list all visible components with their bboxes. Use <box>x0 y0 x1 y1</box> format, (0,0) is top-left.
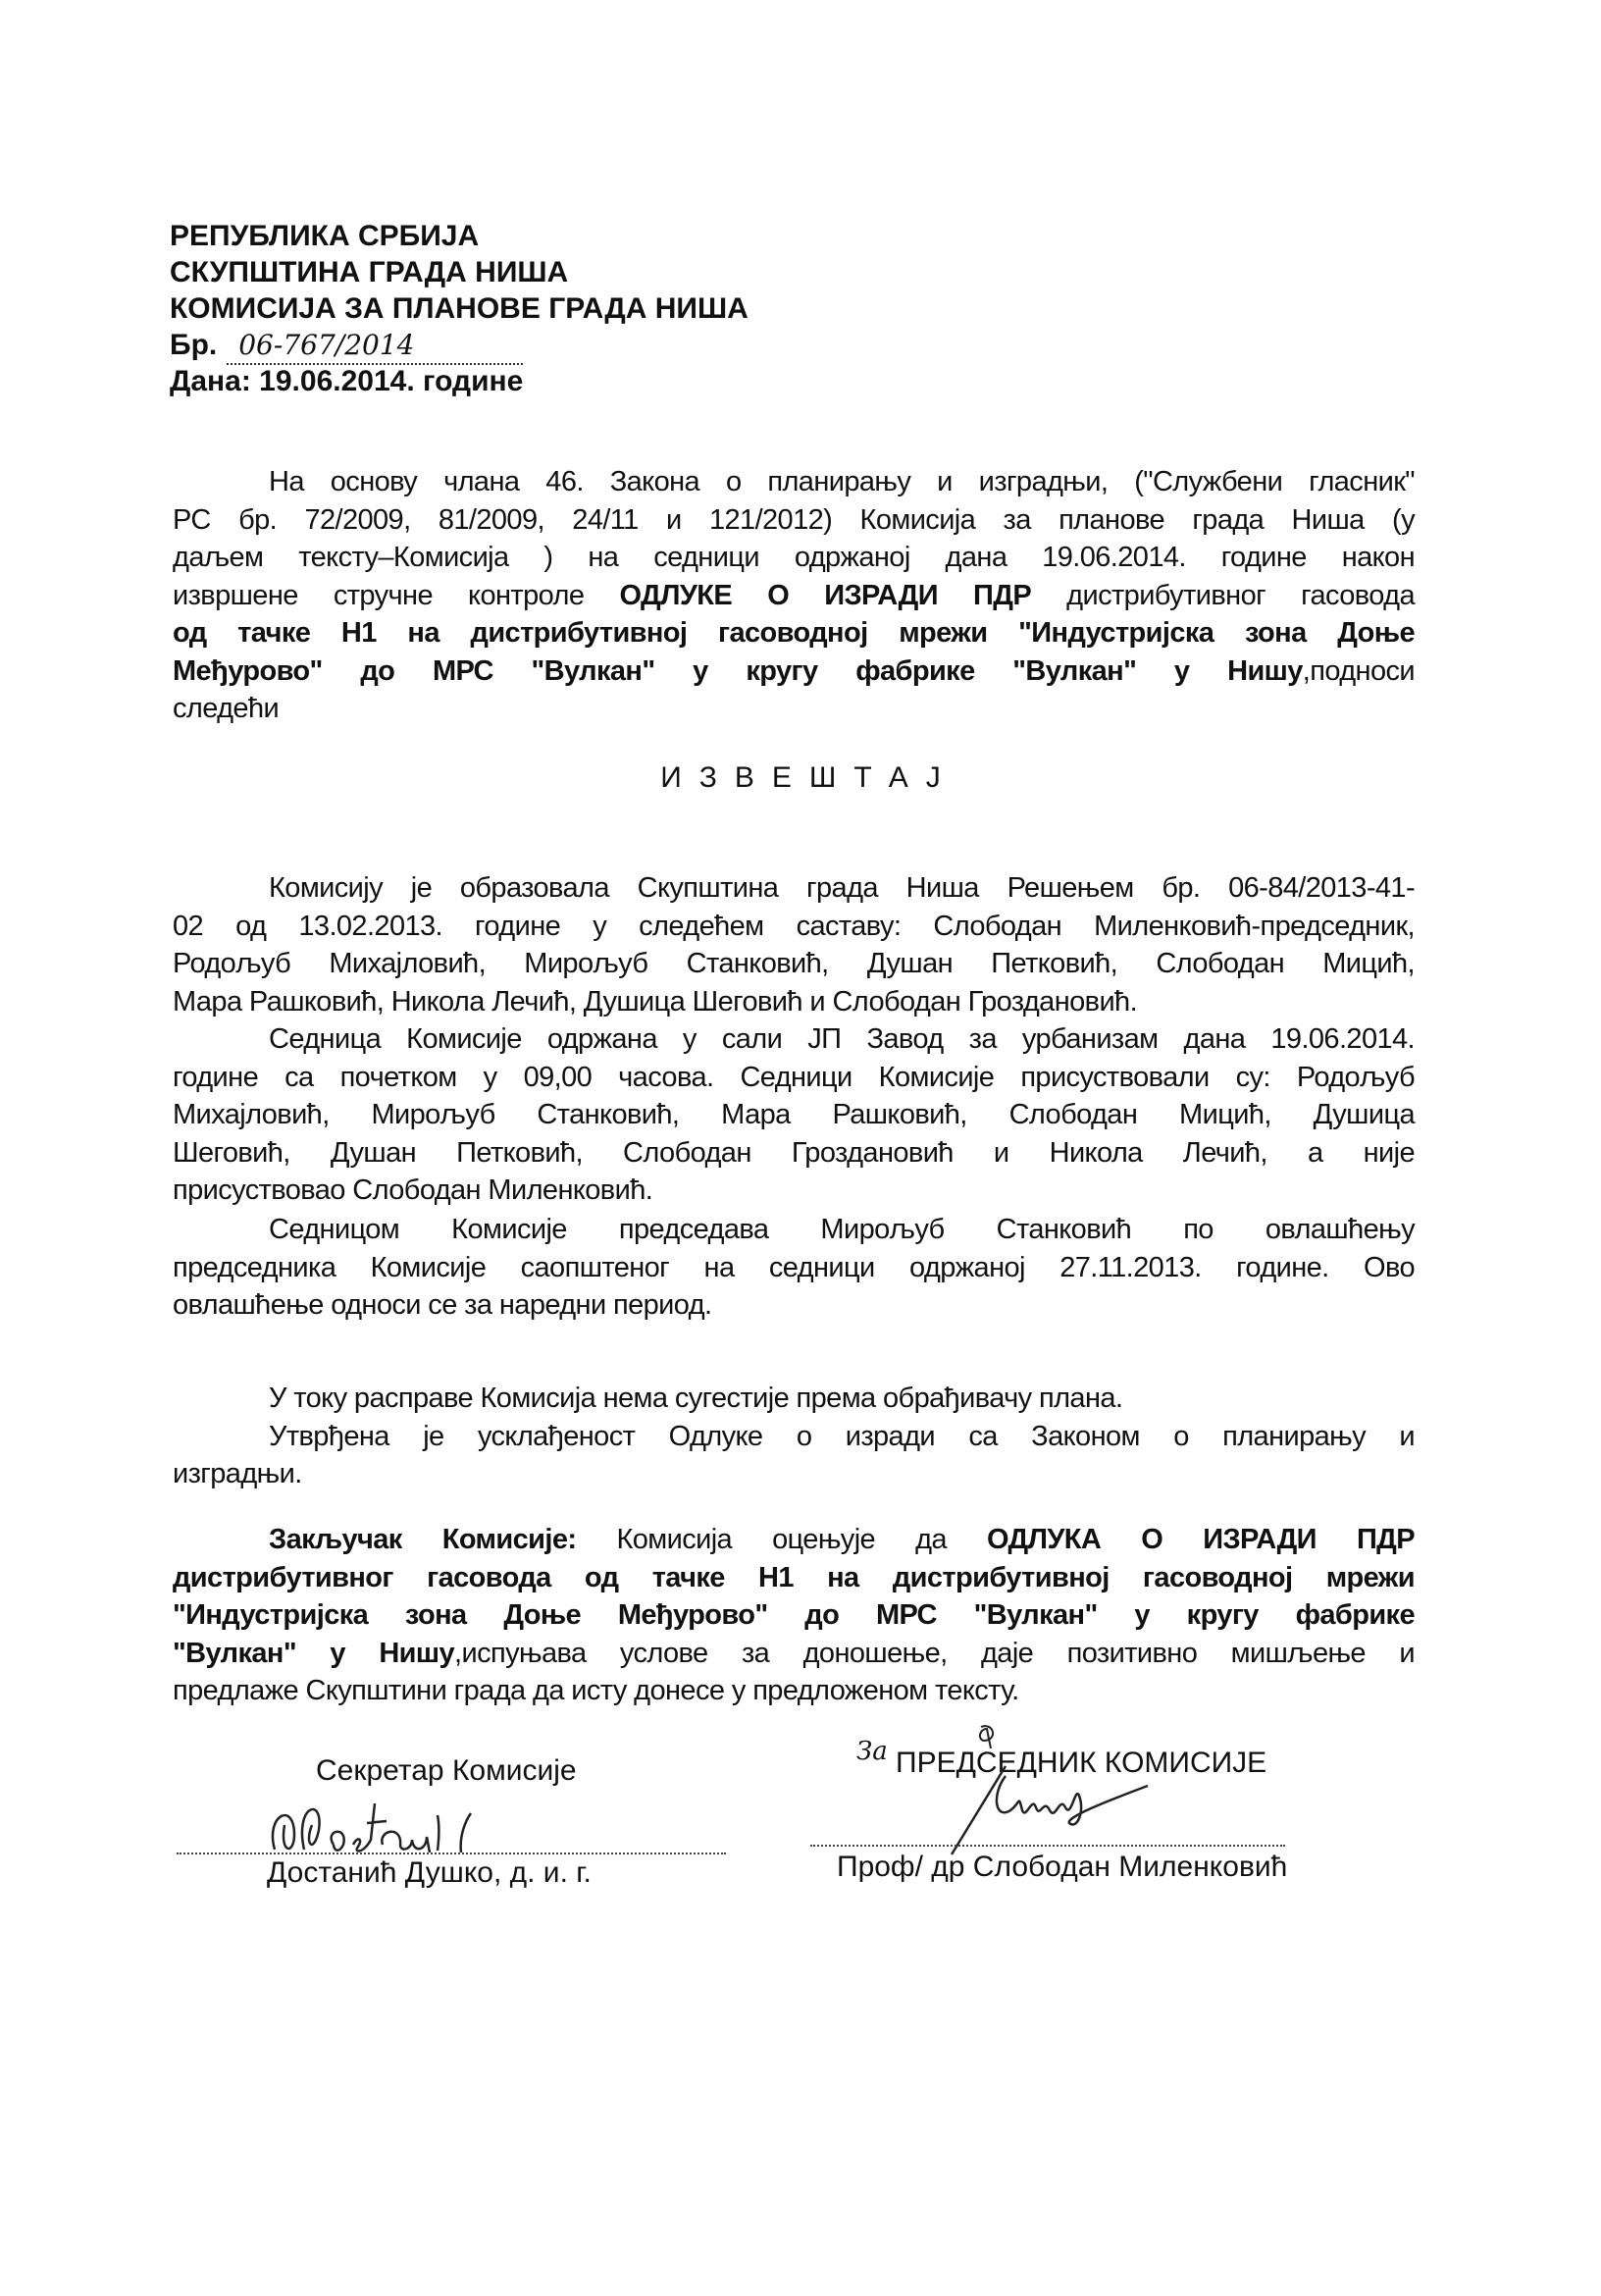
reference-label: Бр. <box>170 329 218 361</box>
president-signature <box>912 1717 1226 1864</box>
header-republic: РЕПУБЛИКА СРБИЈА <box>170 220 480 252</box>
text-line: присуствовао Слободан Миленковић. <box>173 1174 653 1206</box>
text-line: следећи <box>173 693 280 724</box>
text-line: РС бр. 72/2009, 81/2009, 24/11 и 121/2012) Комисија за планове града Ниша (у <box>173 503 1415 536</box>
secretary-title: Секретар Комисије <box>316 1754 577 1787</box>
text-line: Седница Комисије одржана у сали ЈП Завод за урбанизам дана 19.06.2014. <box>269 1023 1415 1055</box>
header-commission: КОМИСИЈА ЗА ПЛАНОВЕ ГРАДА НИША <box>170 292 749 325</box>
header-date: Дана: 19.06.2014. године <box>170 365 524 397</box>
text-line: Михајловић, Мирољуб Станковић, Мара Рашковић, Слободан Мицић, Душица <box>173 1099 1415 1130</box>
secretary-signature-line <box>177 1852 726 1854</box>
text-line: 02 од 13.02.2013. године у следећем саставу: Слободан Миленковић-председник, <box>173 910 1415 942</box>
text-line <box>173 652 1415 691</box>
header-assembly: СКУПШТИНА ГРАДА НИША <box>170 256 569 288</box>
text-span: Комисија оцењује да <box>576 1524 987 1555</box>
header-reference <box>170 327 749 363</box>
text-line <box>173 614 1415 652</box>
conclusion-label: Закључак Комисије: <box>269 1524 577 1555</box>
composition-paragraph <box>173 869 1415 1020</box>
subject-bold: од тачке Н1 на дистрибутивној гасоводној мрежи "Индустријска зона Доње <box>173 617 1415 649</box>
president-name: Проф/ др Слободан Миленковић <box>837 1851 1288 1883</box>
text-line: Шеговић, Душан Петковић, Слободан Гроздановић и Никола Лечић, а није <box>173 1136 1415 1169</box>
text-line <box>173 1596 1415 1635</box>
document-header <box>170 218 749 399</box>
text-line: године са почетком у 09,00 часова. Седници Комисије присуствовали су: Родољуб <box>173 1061 1415 1093</box>
subject-bold: дистрибутивног гасовода од тачке Н1 на дистрибутивној гасоводној мрежи <box>173 1561 1415 1593</box>
text-line: Родољуб Михајловић, Мирољуб Станковић, Душан Петковић, Слободан Мицић, <box>173 948 1415 979</box>
text-line: У току расправе Комисија нема сугестије према обрађивачу плана. <box>269 1383 1123 1414</box>
report-title: ИЗВЕШТАЈ <box>660 761 958 794</box>
text-line <box>173 1635 1415 1673</box>
subject-bold: Мeђурово" до МРС "Вулкан" у кругу фабрике "Вулкан" у Нишу <box>173 654 1303 687</box>
text-line: председника Комисије саопштеног на седници одржаној 27.11.2013. године. Ово <box>173 1251 1415 1283</box>
president-signature-line <box>810 1845 1285 1847</box>
text-span: ,испуњава услове за доношење, даје позитивно мишљење и <box>454 1637 1415 1669</box>
intro-paragraph <box>173 463 1415 728</box>
subject-bold: "Индустријска зона Доње Међурово" до МРС "Вулкан" у кругу фабрике <box>173 1599 1415 1631</box>
decision-title-bold: ОДЛУКЕ О ИЗРАДИ ПДР <box>619 579 1032 611</box>
discussion-paragraph <box>173 1380 1415 1493</box>
text-line: даљем тексту–Комисија ) на седници одржаној дана 19.06.2014. године након <box>173 542 1415 573</box>
text-line <box>173 1521 1415 1559</box>
text-line <box>173 1559 1415 1597</box>
chair-paragraph <box>173 1211 1415 1325</box>
text-line: изградњи. <box>173 1458 302 1489</box>
text-line: Комисију је образовала Скупштина града Ниша Решењем бр. 06-84/2013-41- <box>269 872 1415 904</box>
on-behalf-handwritten: За <box>856 1737 888 1766</box>
text-line <box>173 577 1415 615</box>
text-line: Мара Рашковић, Никола Лечић, Душица Шеговић и Слободан Гроздановић. <box>173 985 1138 1018</box>
text-span: дистрибутивног гасовода <box>1031 579 1416 611</box>
decision-title-bold: ОДЛУКА О ИЗРАДИ ПДР <box>986 1524 1415 1555</box>
text-line: Седницом Комисије председава Мирољуб Станковић по овлашћењу <box>269 1214 1415 1245</box>
text-span: извршене стручне контроле <box>173 579 620 611</box>
text-line: предлаже Скупштини града да исту донесе у предложеном тексту. <box>173 1675 1019 1706</box>
text-line: На основу члана 46. Закона о планирању и изградњи, ("Службени гласник" <box>269 466 1415 497</box>
subject-bold: "Вулкан" у Нишу <box>173 1637 455 1669</box>
conclusion-paragraph <box>173 1521 1415 1710</box>
text-span: ,подноси <box>1302 654 1415 687</box>
text-line: овлашћење односи се за наредни период. <box>173 1289 712 1321</box>
secretary-name: Достанић Душко, д. и. г. <box>267 1856 592 1889</box>
session-paragraph <box>173 1020 1415 1210</box>
president-title: ПРЕДСЕДНИК КОМИСИЈЕ <box>896 1747 1267 1779</box>
text-line: Утврђена је усклађеност Одлуке о изради са Законом о планирању и <box>269 1420 1415 1452</box>
reference-number-handwritten: 06-767/2014 <box>227 327 523 365</box>
